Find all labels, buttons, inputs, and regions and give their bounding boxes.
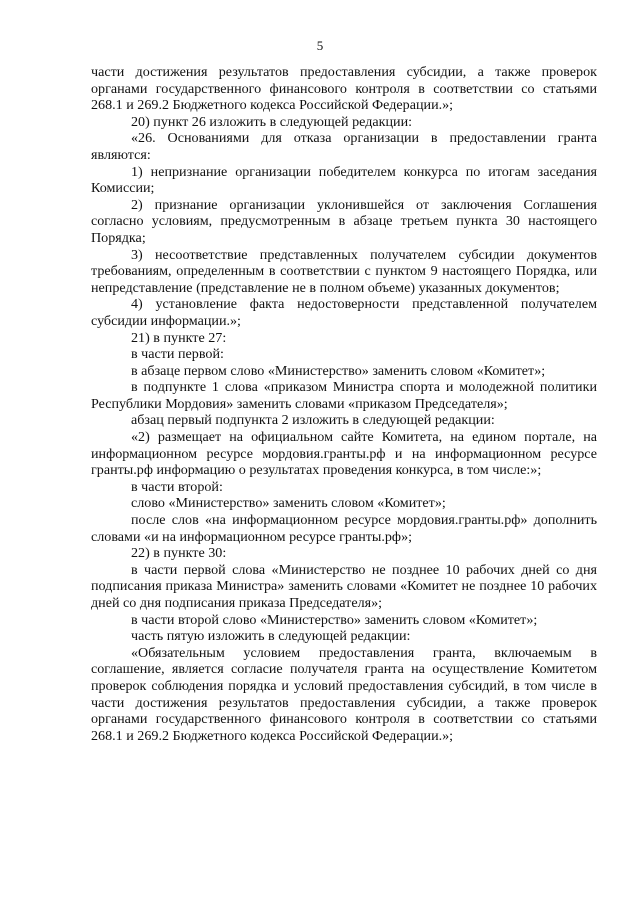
document-body	[91, 64, 597, 744]
paragraph: «26. Основаниями для отказа организации в предоставлении гранта являются:	[91, 130, 597, 163]
paragraph: в абзаце первом слово «Министерство» заменить словом «Комитет»;	[131, 362, 546, 379]
paragraph: 4) установление факта недостоверности представленной получателем субсидии информации.»;	[91, 296, 597, 329]
paragraph: 20) пункт 26 изложить в следующей редакции:	[131, 113, 413, 130]
paragraph: 21) в пункте 27:	[131, 329, 227, 346]
page-number: 5	[316, 38, 324, 53]
paragraph: в подпункте 1 слова «приказом Министра спорта и молодежной политики Республики Мордовия» заменить словами «приказом Председателя»;	[91, 379, 597, 412]
paragraph: слово «Министерство» заменить словом «Комитет»;	[131, 495, 446, 512]
paragraph: 3) несоответствие представленных получателем субсидии документов требованиям, определенным в соответствии с пунктом 9 настоящего Порядка, или непредставление (представление не в полном объеме) указанных документов;	[91, 246, 597, 296]
paragraph: 2) признание организации уклонившейся от заключения Соглашения согласно условиям, предусмотренным в абзаце третьем пункта 30 настоящего Порядка;	[91, 196, 597, 246]
paragraph: «Обязательным условием предоставления гранта, включаемым в соглашение, является согласие получателя гранта на осуществление Комитетом проверок соблюдения порядка и условий предоставления субсидий, в том числе в части достижения результатов предоставления субсидии, а также проверок органами государственного финансового контроля в соответствии со статьями 268.1 и 269.2 Бюджетного кодекса Российской Федерации.»;	[91, 644, 597, 744]
paragraph: в части первой:	[131, 346, 224, 363]
paragraph: в части первой слова «Министерство не позднее 10 рабочих дней со дня подписания приказа Министра» заменить словами «Комитет не позднее 10 рабочих дней со дня подписания приказа Председателя»;	[91, 561, 597, 611]
paragraph: 22) в пункте 30:	[131, 545, 227, 562]
paragraph: абзац первый подпункта 2 изложить в следующей редакции:	[131, 412, 495, 429]
paragraph: в части второй слово «Министерство» заменить словом «Комитет»;	[131, 611, 538, 628]
paragraph: после слов «на информационном ресурсе мордовия.гранты.рф» дополнить словами «и на информационном ресурсе гранты.рф»;	[91, 512, 597, 545]
paragraph: части достижения результатов предоставления субсидии, а также проверок органами государственного финансового контроля в соответствии со статьями 268.1 и 269.2 Бюджетного кодекса Российской Федерации.»;	[91, 64, 597, 114]
paragraph: часть пятую изложить в следующей редакции:	[131, 628, 411, 645]
paragraph: 1) непризнание организации победителем конкурса по итогам заседания Комиссии;	[91, 163, 597, 197]
paragraph: «2) размещает на официальном сайте Комитета, на едином портале, на информационном ресурсе мордовия.гранты.рф и на информационном ресурсе гранты.рф информацию о результатах проведения конкурса, в том числе:»;	[91, 429, 597, 479]
paragraph: в части второй:	[131, 478, 223, 495]
